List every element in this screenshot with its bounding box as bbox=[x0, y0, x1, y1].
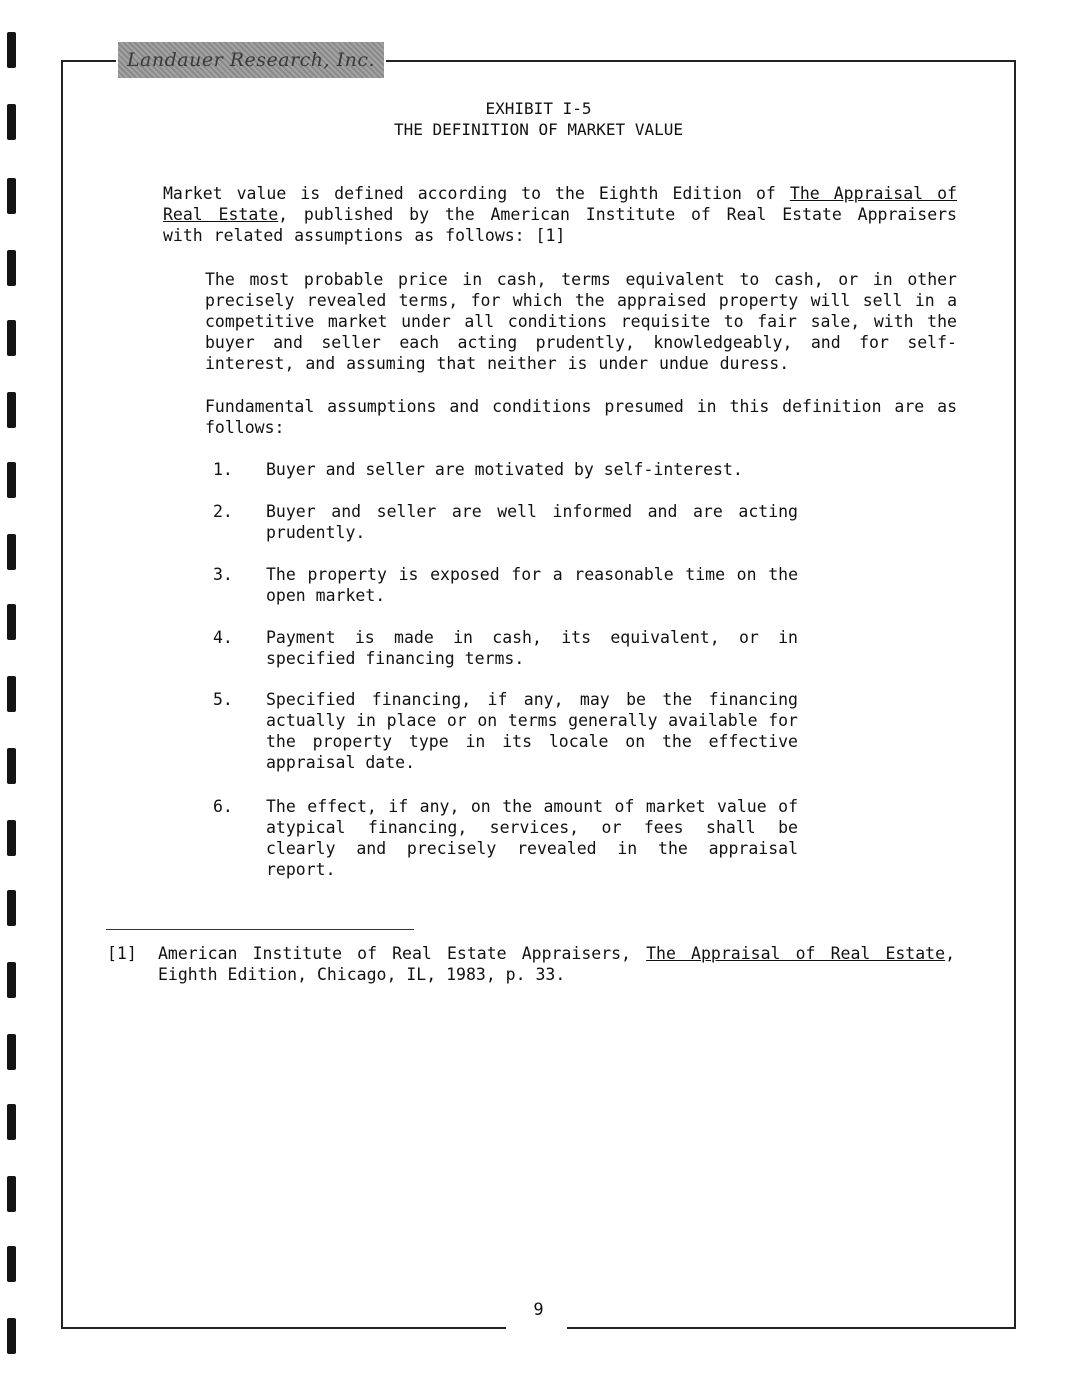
binder-hole bbox=[7, 178, 16, 214]
list-item-number: 6. bbox=[213, 797, 233, 816]
footnote-details: , Eighth Edition, Chicago, IL, 1983, p. 33. bbox=[158, 944, 955, 984]
binder-hole bbox=[7, 1176, 16, 1212]
binder-hole bbox=[7, 250, 16, 286]
page-frame-bottom bbox=[61, 1327, 506, 1329]
footnote-divider bbox=[106, 929, 414, 930]
list-item-number: 1. bbox=[213, 460, 233, 479]
company-logo-banner bbox=[118, 42, 384, 78]
list-item-number: 2. bbox=[213, 502, 233, 521]
footnote-book-title: The Appraisal of Real Estate bbox=[646, 944, 946, 963]
company-logo-text: Landauer Research, Inc. bbox=[126, 49, 376, 71]
binder-hole bbox=[7, 320, 16, 356]
footnote-marker: [1] bbox=[107, 944, 137, 963]
list-item-text: Specified financing, if any, may be the financing actually in place or on terms generally available for the property type in its locale on the effective appraisal date. bbox=[266, 690, 798, 772]
exhibit-title: THE DEFINITION OF MARKET VALUE bbox=[394, 120, 683, 139]
binder-hole bbox=[7, 1246, 16, 1282]
definition-paragraph: The most probable price in cash, terms equivalent to cash, or in other precisely revealed terms, for which the appraised property will sell in a competitive market under all conditions requisite to fair sale, with the buyer and seller each acting prudently, knowledgeably, and for self-interest, and assuming that neither is under undue duress. bbox=[205, 270, 957, 373]
page-frame-top bbox=[386, 60, 1016, 62]
intro-text-after: , published by the American Institute of Real Estate Appraisers with related assumptions as follows: [1] bbox=[163, 205, 957, 245]
binder-hole bbox=[7, 1104, 16, 1140]
list-item-text: Payment is made in cash, its equivalent, or in specified financing terms. bbox=[266, 628, 798, 668]
binder-hole bbox=[7, 462, 16, 498]
fundamental-assumptions-intro: Fundamental assumptions and conditions presumed in this definition are as follows: bbox=[205, 397, 957, 437]
footnote-author: American Institute of Real Estate Appraisers, bbox=[158, 944, 647, 963]
binder-hole bbox=[7, 32, 16, 68]
binder-hole bbox=[7, 392, 16, 428]
page-frame-left bbox=[61, 60, 63, 1328]
intro-text-before: Market value is defined according to the Eighth Edition of bbox=[163, 184, 790, 203]
list-item-number: 4. bbox=[213, 628, 233, 647]
page-frame-bottom bbox=[567, 1327, 1016, 1329]
list-item-number: 3. bbox=[213, 565, 233, 584]
list-item-text: The effect, if any, on the amount of market value of atypical financing, services, or fees shall be clearly and precisely revealed in the appraisal report. bbox=[266, 797, 798, 879]
page-frame-right bbox=[1014, 60, 1016, 1328]
binder-holes bbox=[0, 0, 20, 1379]
page-frame-top bbox=[62, 60, 116, 62]
binder-hole bbox=[7, 676, 16, 712]
exhibit-number: EXHIBIT I-5 bbox=[485, 99, 592, 118]
book-title: The Appraisal of Real Estate bbox=[163, 184, 957, 224]
list-item-text: The property is exposed for a reasonable time on the open market. bbox=[266, 565, 798, 605]
intro-paragraph bbox=[163, 183, 957, 246]
list-item-text: Buyer and seller are well informed and are acting prudently. bbox=[266, 502, 798, 542]
binder-hole bbox=[7, 1318, 16, 1354]
footnote-text bbox=[158, 943, 955, 985]
binder-hole bbox=[7, 820, 16, 856]
list-item-text: Buyer and seller are motivated by self-interest. bbox=[266, 460, 743, 479]
binder-hole bbox=[7, 890, 16, 926]
binder-hole bbox=[7, 748, 16, 784]
binder-hole bbox=[7, 1034, 16, 1070]
binder-hole bbox=[7, 962, 16, 998]
binder-hole bbox=[7, 534, 16, 570]
binder-hole bbox=[7, 604, 16, 640]
list-item-number: 5. bbox=[213, 690, 233, 709]
page-number: 9 bbox=[533, 1300, 544, 1320]
